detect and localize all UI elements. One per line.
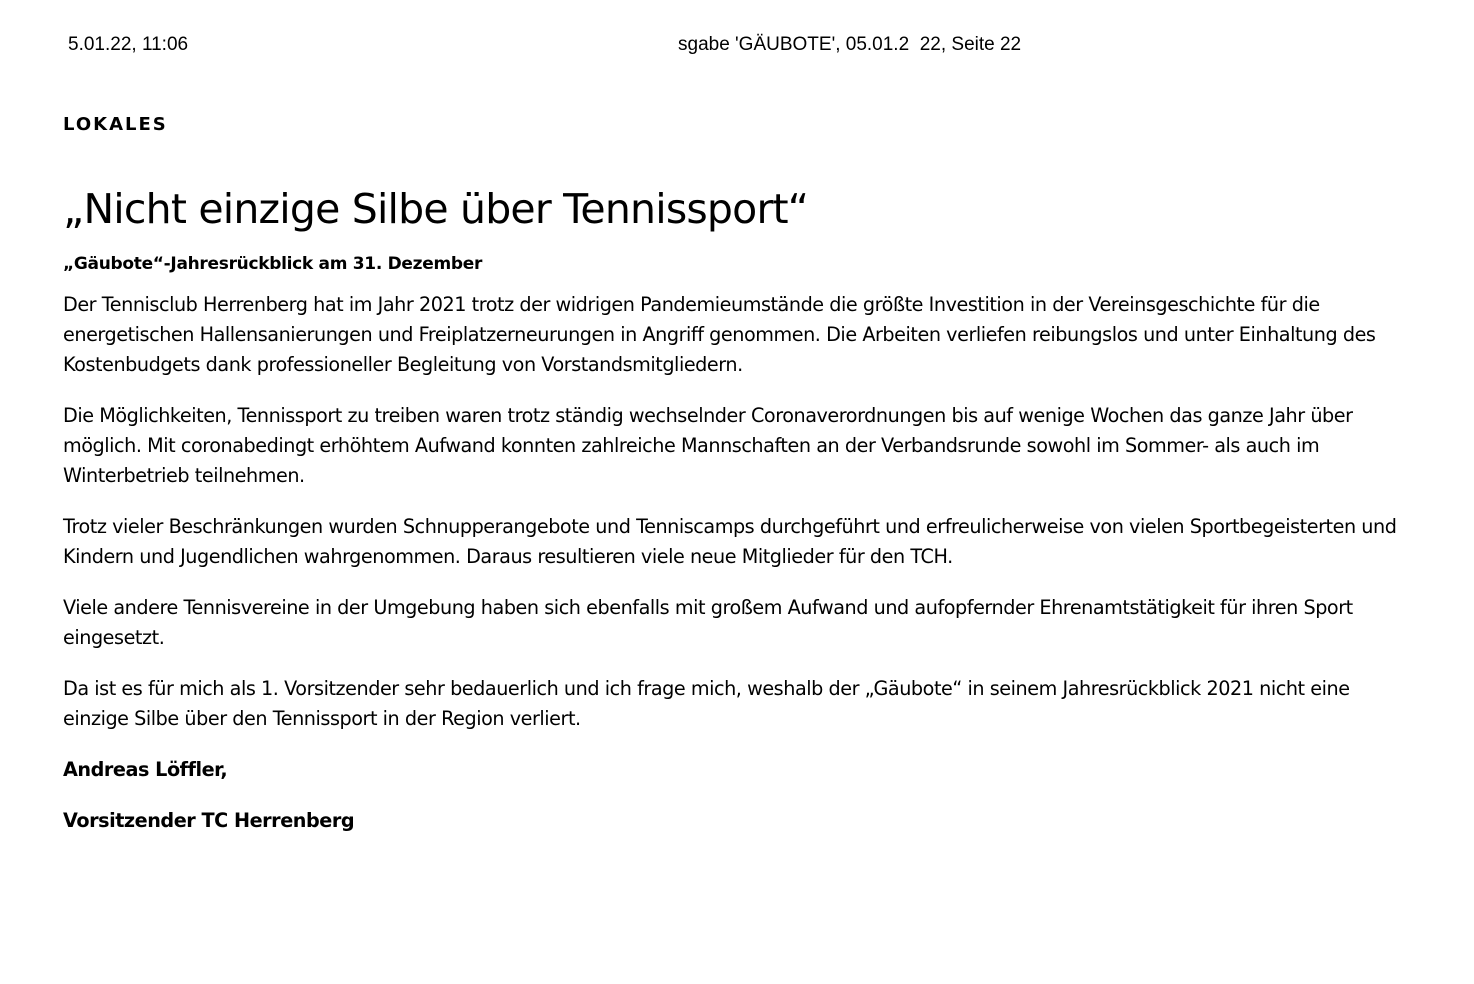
print-header: [0, 33, 1474, 59]
article-body: [63, 290, 1413, 836]
author-name: Andreas Löffler,: [63, 758, 228, 781]
paragraph: Der Tennisclub Herrenberg hat im Jahr 2021 trotz der widrigen Pandemieumstände die größte Investition in der Vereinsgeschichte für die energetischen Hallensanierungen und Freiplatzerneurungen in Angriff genommen. Die Arbeiten verliefen reibungslos und unter Einhaltung des Kostenbudgets dank professioneller Begleitung von Vorstandsmitgliedern.: [63, 293, 1376, 376]
author-role: Vorsitzender TC Herrenberg: [63, 809, 355, 832]
print-datetime: 5.01.22, 11:06: [68, 34, 189, 55]
section-label: LOKALES: [63, 114, 168, 135]
article-headline: „Nicht einzige Silbe über Tennissport“: [63, 185, 809, 233]
paragraph: Da ist es für mich als 1. Vorsitzender sehr bedauerlich und ich frage mich, weshalb der „Gäubote“ in seinem Jahresrückblick 2021 nicht eine einzige Silbe über den Tennissport in der Region verliert.: [63, 677, 1350, 730]
paragraph: Trotz vieler Beschränkungen wurden Schnupperangebote und Tenniscamps durchgeführt und erfreulicherweise von vielen Sportbegeisterten und Kindern und Jugendlichen wahrgenommen. Daraus resultieren viele neue Mitglieder für den TCH.: [63, 515, 1397, 568]
paragraph: Die Möglichkeiten, Tennissport zu treiben waren trotz ständig wechselnder Coronaverordnungen bis auf wenige Wochen das ganze Jahr über möglich. Mit coronabedingt erhöhtem Aufwand konnten zahlreiche Mannschaften an der Verbandsrunde sowohl im Sommer- als auch im Winterbetrieb teilnehmen.: [63, 404, 1353, 487]
article-subtitle: „Gäubote“-Jahresrückblick am 31. Dezember: [63, 254, 483, 274]
article: [63, 112, 1413, 857]
print-source: sgabe 'GÄUBOTE', 05.01.2 22, Seite 22: [678, 34, 1022, 55]
paragraph: Viele andere Tennisvereine in der Umgebung haben sich ebenfalls mit großem Aufwand und aufopfernder Ehrenamtstätigkeit für ihren Sport eingesetzt.: [63, 596, 1353, 649]
